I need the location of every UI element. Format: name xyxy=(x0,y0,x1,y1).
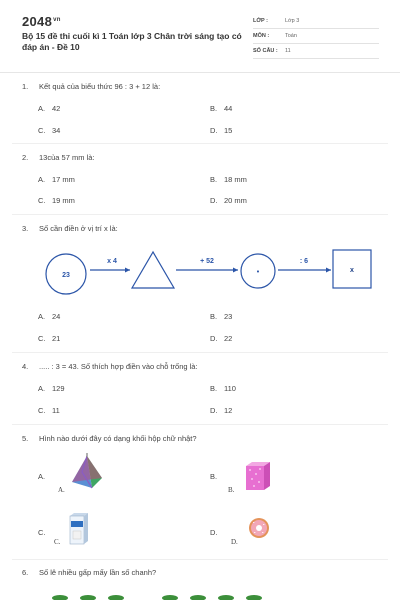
option-a[interactable] xyxy=(38,175,75,184)
question-text: 13của 57 mm là: xyxy=(39,153,95,162)
option-letter: A. xyxy=(38,104,46,113)
meta-label: SỐ CÂU : xyxy=(253,48,278,54)
meta-value: Lớp 3 xyxy=(285,18,300,24)
option-letter: A. xyxy=(38,472,46,481)
operation-label: : 6 xyxy=(299,258,309,265)
question-4 xyxy=(22,362,198,371)
option-a[interactable] xyxy=(38,104,60,113)
option-letter: C. xyxy=(38,126,46,135)
arrow-head xyxy=(233,268,238,273)
question-divider xyxy=(12,214,388,215)
option-c[interactable] xyxy=(38,126,60,135)
option-letter: C. xyxy=(38,334,46,343)
question-divider xyxy=(12,352,388,353)
site-logo[interactable] xyxy=(22,14,61,29)
question-text: Hình nào dưới đây có dạng khối hộp chữ nhật? xyxy=(39,434,197,443)
option-letter: C. xyxy=(38,528,46,537)
question-text: Số lê nhiều gấp mấy lần số chanh? xyxy=(39,568,157,577)
option-text: 23 xyxy=(224,312,233,321)
option-letter: C. xyxy=(38,196,46,205)
meta-label: LỚP : xyxy=(253,18,268,24)
option-b[interactable] xyxy=(210,312,232,321)
question-number: 3. xyxy=(22,224,29,233)
donut-image xyxy=(247,516,271,540)
option-d[interactable] xyxy=(210,126,232,135)
document-header xyxy=(0,0,400,72)
question-6 xyxy=(22,568,156,577)
option-d[interactable] xyxy=(210,334,232,343)
meta-value: 11 xyxy=(285,48,291,54)
option-letter: B. xyxy=(210,384,218,393)
question-divider xyxy=(12,424,388,425)
option-d[interactable] xyxy=(210,528,218,537)
image-caption: D. xyxy=(231,538,238,546)
option-c[interactable] xyxy=(38,528,46,537)
unknown-value: x xyxy=(350,267,354,274)
question-number: 1. xyxy=(22,82,29,91)
option-letter: B. xyxy=(210,312,218,321)
option-text: 44 xyxy=(224,104,233,113)
meta-label: MÔN : xyxy=(253,33,270,39)
option-text: 34 xyxy=(52,126,61,135)
question-3 xyxy=(22,224,118,233)
option-b[interactable] xyxy=(210,175,247,184)
question-text: ..... : 3 = 43. Số thích hợp điền vào chỗ trống là: xyxy=(39,362,198,371)
start-value: 23 xyxy=(62,272,70,279)
option-letter: D. xyxy=(210,334,218,343)
arrow-head xyxy=(326,268,331,273)
dot-mark: • xyxy=(256,269,260,276)
header-divider xyxy=(0,72,400,73)
triangle-shape xyxy=(132,252,174,288)
question-number: 6. xyxy=(22,568,29,577)
question-5 xyxy=(22,434,197,443)
option-letter: D. xyxy=(210,126,218,135)
option-letter: B. xyxy=(210,104,218,113)
option-c[interactable] xyxy=(38,196,75,205)
cube-image xyxy=(243,460,273,492)
option-letter: B. xyxy=(210,175,218,184)
option-b[interactable] xyxy=(210,104,232,113)
image-caption: A. xyxy=(58,486,65,494)
pyramid-image xyxy=(70,452,104,490)
option-text: 110 xyxy=(224,384,236,393)
question-number: 5. xyxy=(22,434,29,443)
meta-value: Toán xyxy=(285,33,297,39)
option-a[interactable] xyxy=(38,472,45,481)
option-letter: A. xyxy=(38,384,46,393)
option-letter: D. xyxy=(210,196,218,205)
option-letter: A. xyxy=(38,312,46,321)
option-d[interactable] xyxy=(210,406,232,415)
option-text: 20 mm xyxy=(224,196,247,205)
option-letter: A. xyxy=(38,175,46,184)
option-text: 18 mm xyxy=(224,175,247,184)
option-text: 129 xyxy=(52,384,65,393)
operation-label: + 52 xyxy=(200,258,214,265)
option-letter: C. xyxy=(38,406,46,415)
question-text: Số cần điền ở vị trí x là: xyxy=(39,224,118,233)
image-caption: C. xyxy=(54,538,61,546)
meta-row-subject xyxy=(253,31,379,44)
option-text: 15 xyxy=(224,126,233,135)
question-number: 2. xyxy=(22,153,29,162)
option-text: 17 mm xyxy=(52,175,75,184)
option-text: 11 xyxy=(52,406,60,415)
question-divider xyxy=(12,143,388,144)
arrow-head xyxy=(125,268,130,273)
question-number: 4. xyxy=(22,362,29,371)
option-letter: D. xyxy=(210,406,218,415)
option-c[interactable] xyxy=(38,406,60,415)
option-letter: B. xyxy=(210,472,218,481)
milk-box-image xyxy=(66,512,92,546)
meta-row-count xyxy=(253,46,379,59)
page-title: Bộ 15 đề thi cuối kì 1 Toán lớp 3 Chân trời sáng tạo có đáp án - Đề 10 xyxy=(22,31,242,52)
operation-label: x 4 xyxy=(107,258,117,265)
leaves-image xyxy=(40,590,300,600)
option-text: 22 xyxy=(224,334,233,343)
option-letter: D. xyxy=(210,528,218,537)
logo-text: 2048 xyxy=(22,14,53,29)
option-text: 24 xyxy=(52,312,61,321)
question-2 xyxy=(22,153,94,162)
option-text: 19 mm xyxy=(52,196,75,205)
meta-row-grade xyxy=(253,16,379,29)
option-b[interactable] xyxy=(210,472,217,481)
number-chain-diagram xyxy=(38,244,378,300)
option-b[interactable] xyxy=(210,384,236,393)
question-text: Kết quả của biểu thức 96 : 3 + 12 là: xyxy=(39,82,161,91)
option-text: 42 xyxy=(52,104,61,113)
option-a[interactable] xyxy=(38,384,65,393)
image-caption: B. xyxy=(228,486,235,494)
option-text: 21 xyxy=(52,334,61,343)
question-1 xyxy=(22,82,160,91)
option-text: 12 xyxy=(224,406,233,415)
logo-suffix: vn xyxy=(53,16,61,23)
option-a[interactable] xyxy=(38,312,60,321)
question-divider xyxy=(12,559,388,560)
option-c[interactable] xyxy=(38,334,60,343)
option-d[interactable] xyxy=(210,196,247,205)
